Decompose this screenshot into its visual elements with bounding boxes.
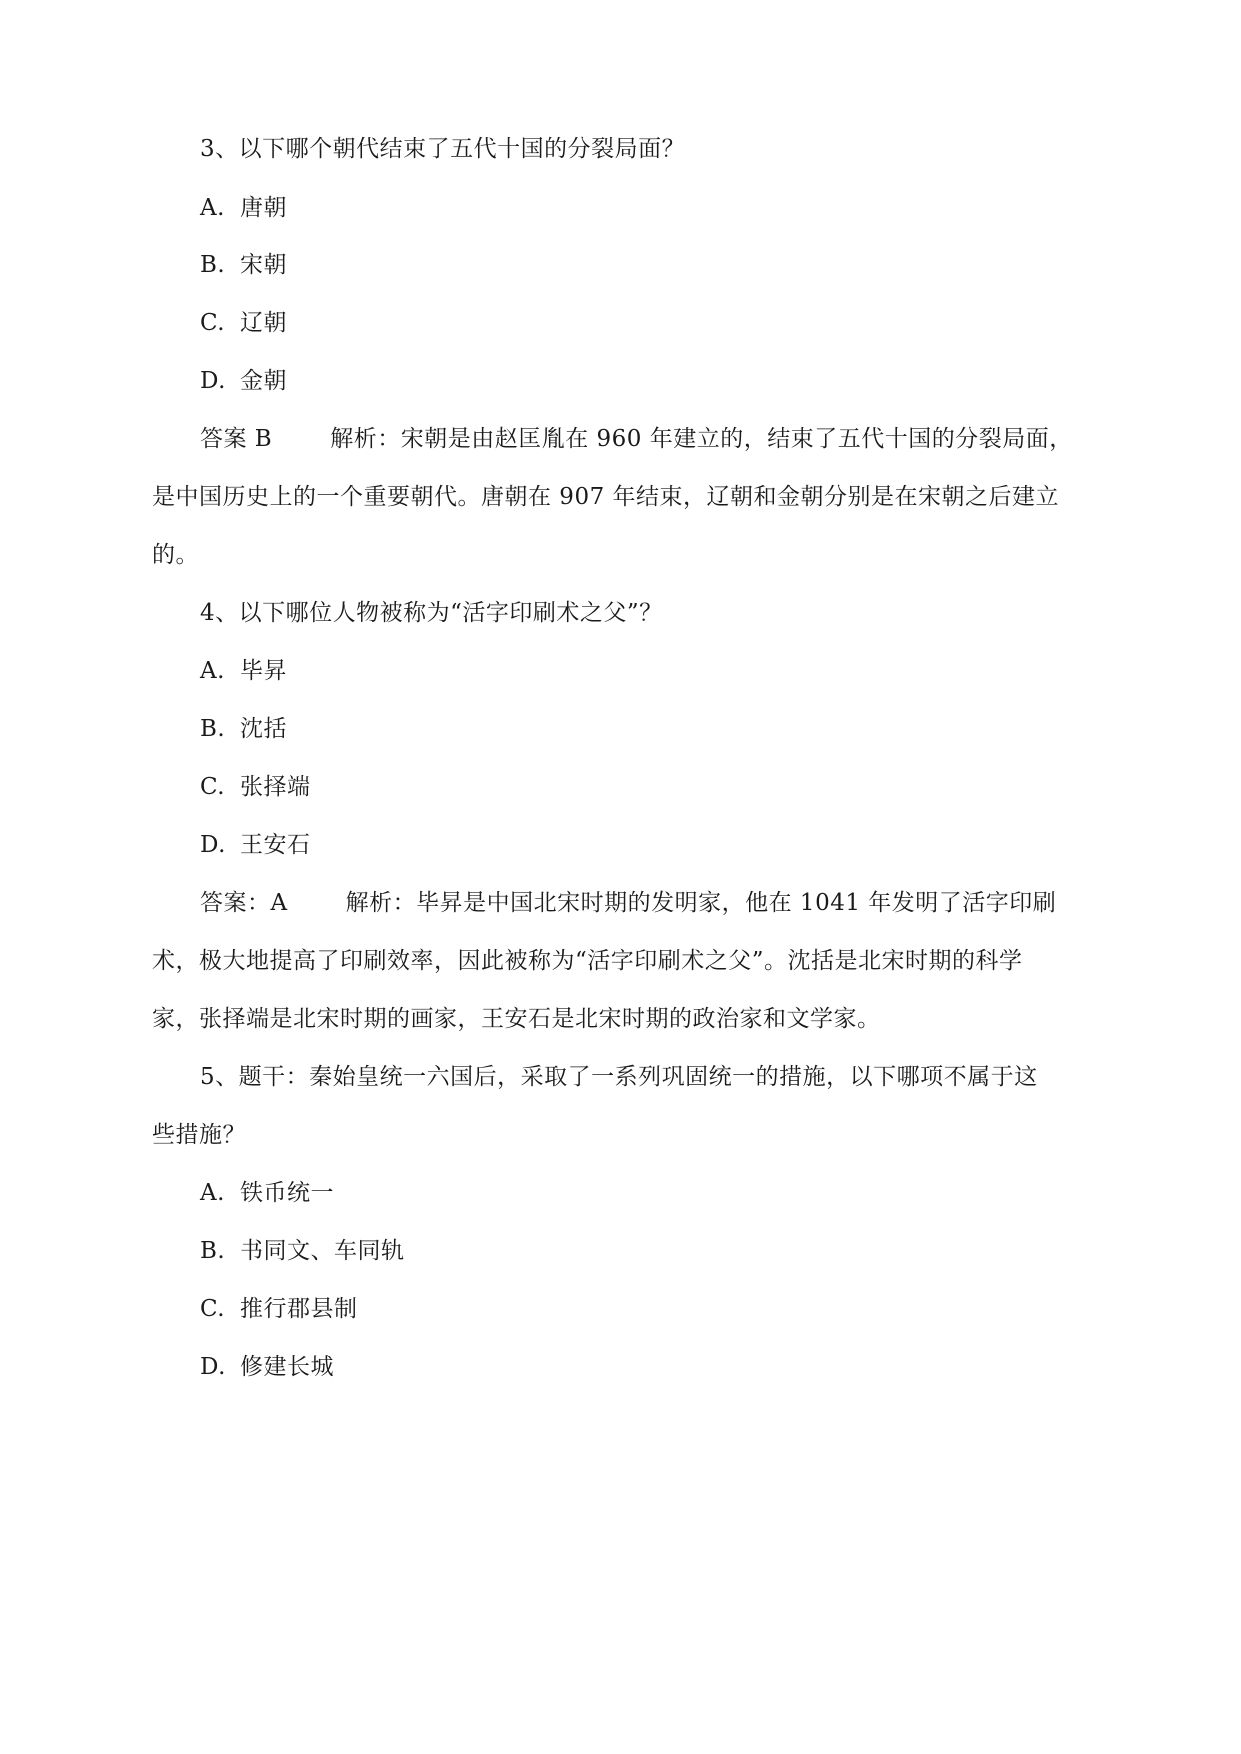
option-text: 辽朝 [240,310,287,336]
option-text: 张择端 [240,774,311,800]
option-letter: C. [200,310,226,336]
question-4-explanation-line-3: 家，张择端是北宋时期的画家，王安石是北宋时期的政治家和文学家。 [152,1006,881,1032]
question-5-option-d [200,1352,1241,1382]
option-text: 唐朝 [240,195,287,221]
question-4-option-d [200,830,1241,860]
option-letter: B. [200,1238,226,1264]
answer-label: 答案：A [200,890,288,916]
question-5-stem-line-2: 些措施？ [152,1122,246,1148]
question-3-answer-line [200,424,1241,454]
option-letter: D. [200,1354,226,1380]
option-text: 修建长城 [240,1354,334,1380]
question-4-answer-line [200,888,1241,918]
question-3-option-c [200,308,1241,338]
option-letter: A. [200,1180,225,1206]
answer-label: 答案 B [200,426,273,452]
option-letter: B. [200,252,226,278]
question-3-option-d [200,366,1241,396]
question-3-option-b [200,250,1241,280]
question-3-explanation-line-2: 是中国历史上的一个重要朝代。唐朝在 907 年结束，辽朝和金朝分别是在宋朝之后建立 [152,484,1060,510]
explanation-line-1: 解析：宋朝是由赵匡胤在 960 年建立的，结束了五代十国的分裂局面， [330,426,1073,452]
option-text: 金朝 [240,368,287,394]
option-text: 铁币统一 [240,1180,334,1206]
option-letter: C. [200,774,226,800]
question-5-option-c [200,1294,1241,1324]
question-4-option-b [200,714,1241,744]
option-text: 毕昇 [240,658,287,684]
question-3-explanation-line-3: 的。 [152,542,199,568]
option-letter: D. [200,832,226,858]
question-4-option-a [200,656,1241,686]
question-5-option-b [200,1236,1241,1266]
question-4-stem: 4、以下哪位人物被称为“活字印刷术之父”？ [200,600,663,626]
question-3-stem: 3、以下哪个朝代结束了五代十国的分裂局面？ [200,136,686,162]
question-5-stem-line-1: 5、题干：秦始皇统一六国后，采取了一系列巩固统一的措施，以下哪项不属于这 [200,1064,1038,1090]
option-text: 书同文、车同轨 [240,1238,405,1264]
explanation-line-1: 解析：毕昇是中国北宋时期的发明家，他在 1041 年发明了活字印刷 [345,890,1057,916]
option-text: 王安石 [240,832,311,858]
option-letter: A. [200,195,225,221]
option-text: 沈括 [240,716,287,742]
question-3-option-a [200,193,1241,223]
option-text: 推行郡县制 [240,1296,358,1322]
option-letter: B. [200,716,226,742]
option-letter: D. [200,368,226,394]
option-letter: C. [200,1296,226,1322]
question-4-explanation-line-2: 术，极大地提高了印刷效率，因此被称为“活字印刷术之父”。沈括是北宋时期的科学 [152,948,1023,974]
option-letter: A. [200,658,225,684]
question-4-option-c [200,772,1241,802]
question-5-option-a [200,1178,1241,1208]
option-text: 宋朝 [240,252,287,278]
